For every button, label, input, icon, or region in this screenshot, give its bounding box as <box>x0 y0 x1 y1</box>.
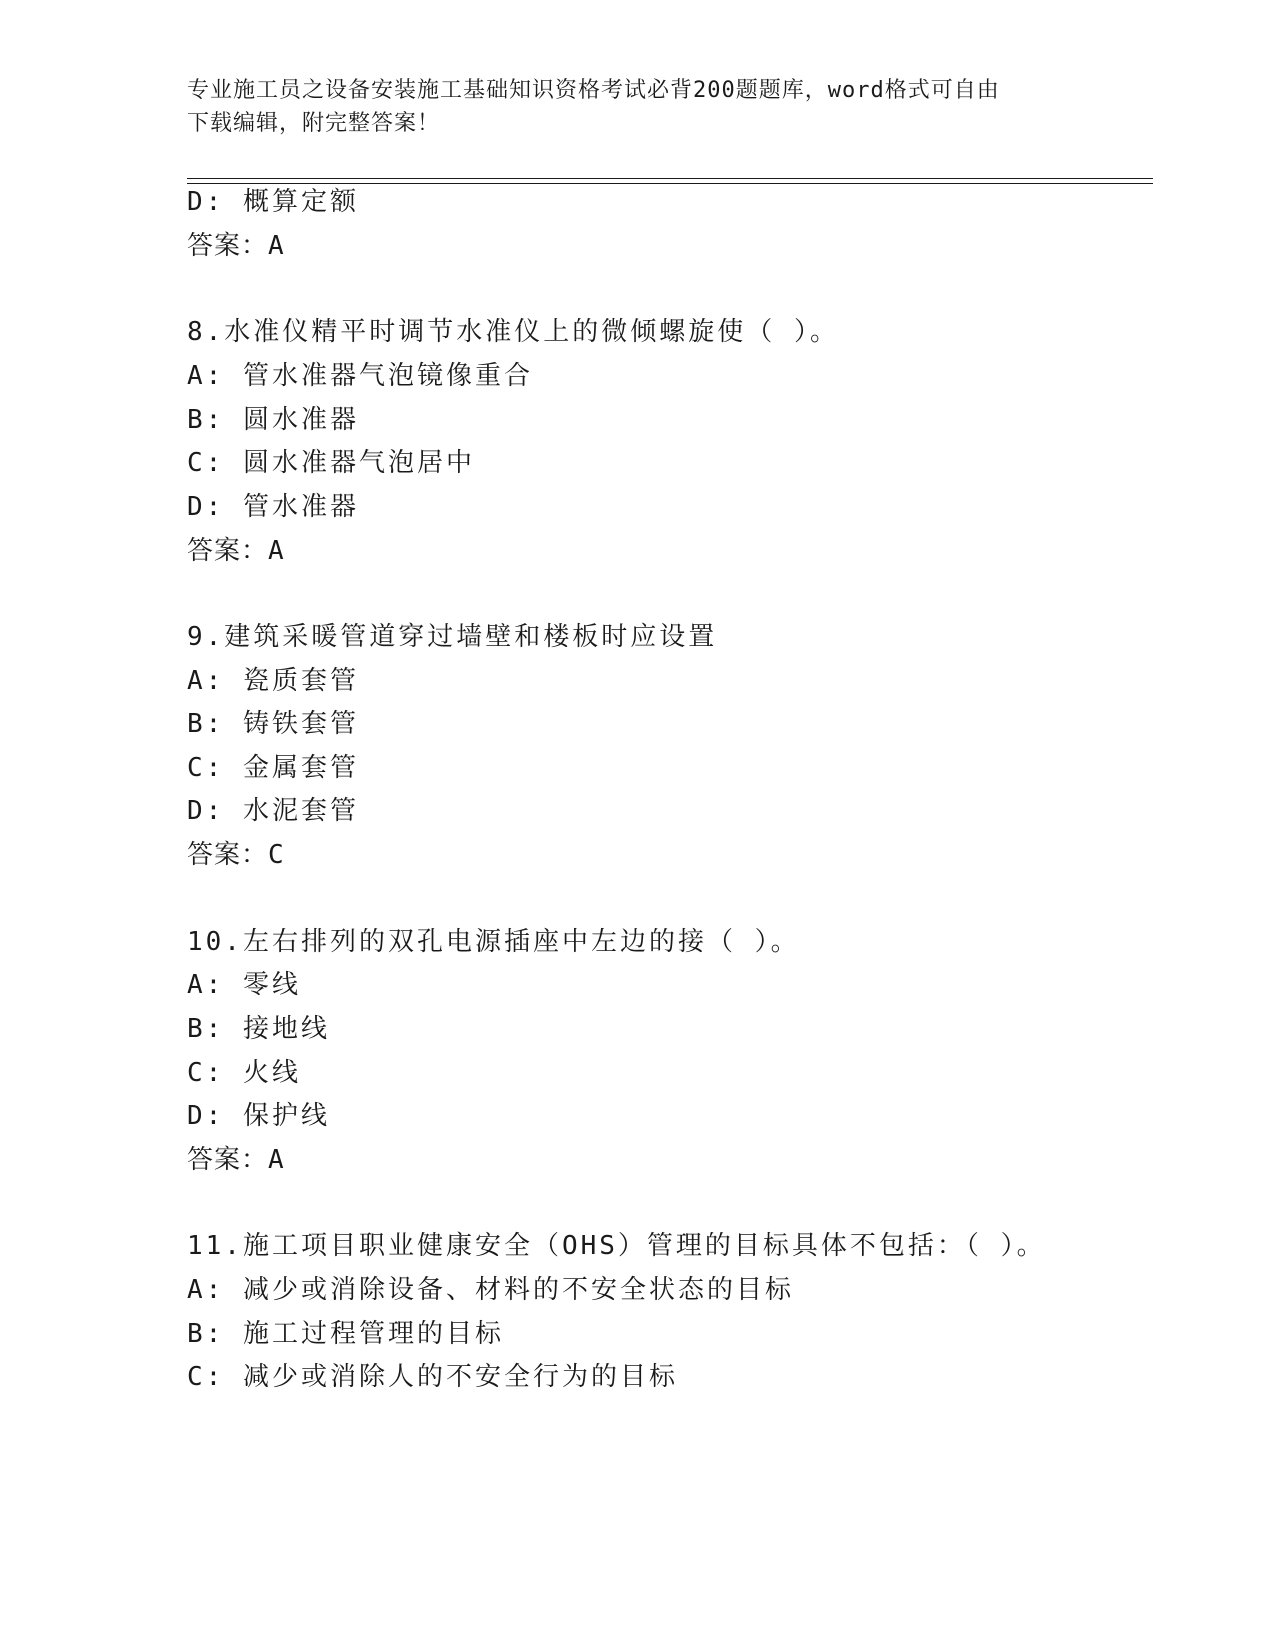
q8-option-d: D: 管水准器 <box>187 492 359 522</box>
q7-option-d: D: 概算定额 <box>187 187 359 217</box>
answer-value: A <box>268 536 285 566</box>
q8-option-b: B: 圆水准器 <box>187 405 359 435</box>
q10-answer <box>187 1144 285 1176</box>
q10-option-a: A: 零线 <box>187 970 301 1000</box>
answer-value: C <box>268 840 285 870</box>
q9-option-b: B: 铸铁套管 <box>187 709 359 739</box>
header-line-1: 专业施工员之设备安装施工基础知识资格考试必背200题题库，word格式可自由 <box>187 78 1000 103</box>
header-line-2: 下载编辑，附完整答案！ <box>187 111 441 136</box>
answer-value: A <box>268 1145 285 1175</box>
header-divider-top <box>187 178 1153 179</box>
answer-label: 答案： <box>187 536 269 566</box>
q9-option-a: A: 瓷质套管 <box>187 666 359 696</box>
answer-label: 答案： <box>187 231 269 261</box>
answer-value: A <box>268 231 285 261</box>
q8-answer <box>187 535 285 567</box>
answer-label: 答案： <box>187 1145 269 1175</box>
q11-option-a: A: 减少或消除设备、材料的不安全状态的目标 <box>187 1275 794 1305</box>
q10-option-c: C: 火线 <box>187 1058 301 1088</box>
answer-label: 答案： <box>187 840 269 870</box>
q11-stem: 11.施工项目职业健康安全（OHS）管理的目标具体不包括：（ ）。 <box>187 1231 1046 1261</box>
q8-option-c: C: 圆水准器气泡居中 <box>187 448 475 478</box>
header-divider-bottom <box>187 183 1153 184</box>
q9-option-c: C: 金属套管 <box>187 753 359 783</box>
q9-stem: 9.建筑采暖管道穿过墙壁和楼板时应设置 <box>187 622 718 652</box>
q10-option-b: B: 接地线 <box>187 1014 330 1044</box>
q11-option-c: C: 减少或消除人的不安全行为的目标 <box>187 1362 678 1392</box>
q7-answer <box>187 230 285 262</box>
q9-option-d: D: 水泥套管 <box>187 796 359 826</box>
q8-stem: 8.水准仪精平时调节水准仪上的微倾螺旋使（ ）。 <box>187 317 839 347</box>
q11-option-b: B: 施工过程管理的目标 <box>187 1319 504 1349</box>
q10-option-d: D: 保护线 <box>187 1101 330 1131</box>
q9-answer <box>187 839 285 871</box>
q10-stem: 10.左右排列的双孔电源插座中左边的接（ ）。 <box>187 927 800 957</box>
document-header <box>187 74 1087 140</box>
q8-option-a: A: 管水准器气泡镜像重合 <box>187 361 533 391</box>
